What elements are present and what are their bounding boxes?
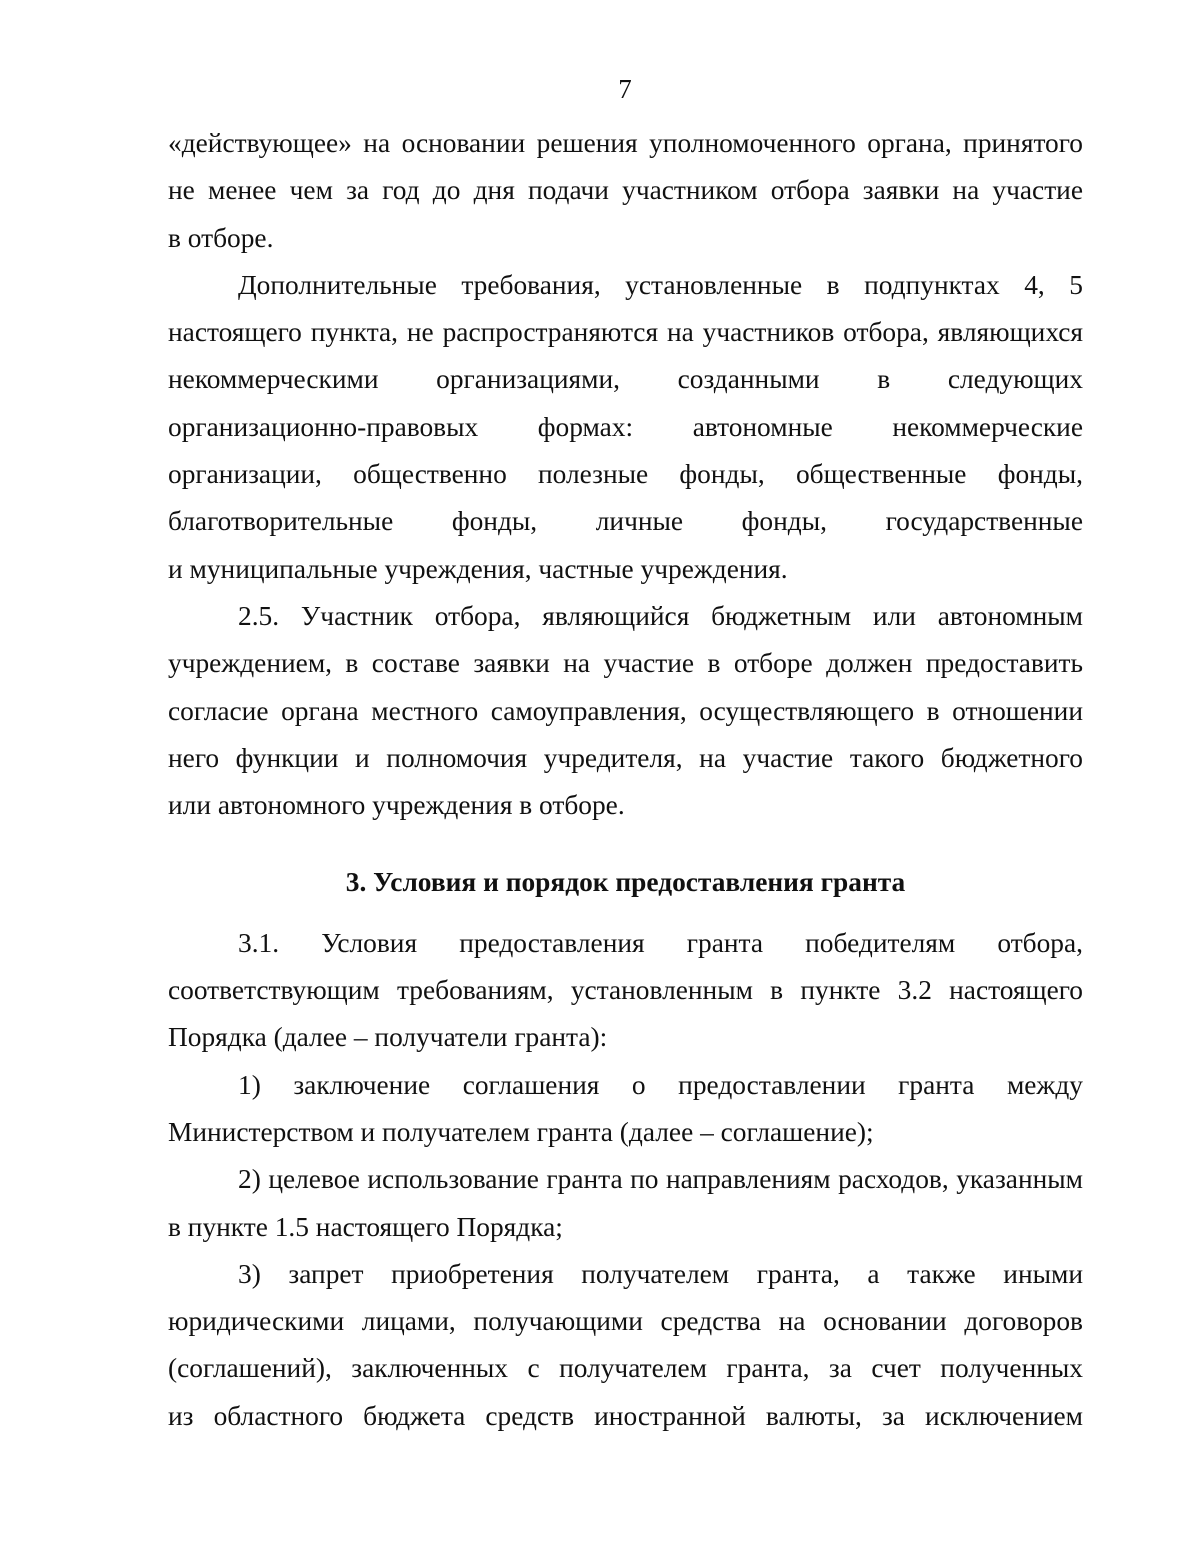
paragraph xyxy=(168,920,1083,1062)
page-number: 7 xyxy=(618,74,632,104)
paragraph-line: 3.1. Условия предоставления гранта победителям отбора, xyxy=(238,927,1083,958)
document-body xyxy=(168,120,1083,1440)
paragraph-line: из областного бюджета средств иностранной валюты, за исключением xyxy=(168,1400,1083,1431)
paragraph xyxy=(168,120,1083,262)
bottom-paragraphs xyxy=(168,920,1083,1440)
paragraph-line: 1) заключение соглашения о предоставлении гранта между xyxy=(238,1069,1083,1100)
paragraph-line: 3) запрет приобретения получателем гранта, а также иными xyxy=(238,1258,1083,1289)
paragraph-line: организации, общественно полезные фонды, общественные фонды, xyxy=(168,459,1083,490)
paragraph-line: и муниципальные учреждения, частные учреждения. xyxy=(168,553,788,584)
paragraph xyxy=(168,1062,1083,1157)
paragraph-line: Дополнительные требования, установленные в подпунктах 4, 5 xyxy=(238,269,1083,300)
section-heading: 3. Условия и порядок предоставления гранта xyxy=(345,867,906,898)
paragraph-line: 2) целевое использование гранта по направлениям расходов, указанным xyxy=(238,1164,1083,1195)
paragraph-line: учреждением, в составе заявки на участие в отборе должен предоставить xyxy=(168,648,1083,679)
paragraph-line: организационно-правовых формах: автономные некоммерческие xyxy=(168,411,1083,442)
paragraph xyxy=(168,1156,1083,1251)
paragraph-line: юридическими лицами, получающими средства на основании договоров xyxy=(168,1306,1083,1337)
paragraph xyxy=(168,262,1083,593)
paragraph xyxy=(168,593,1083,829)
paragraph-line: в отборе. xyxy=(168,222,274,253)
paragraph-line: 2.5. Участник отбора, являющийся бюджетным или автономным xyxy=(238,600,1083,631)
paragraph-line: или автономного учреждения в отборе. xyxy=(168,790,625,821)
paragraph-line: соответствующим требованиям, установленным в пункте 3.2 настоящего xyxy=(168,975,1083,1006)
paragraph-line: (соглашений), заключенных с получателем гранта, за счет полученных xyxy=(168,1353,1083,1384)
paragraph-line: в пункте 1.5 настоящего Порядка; xyxy=(168,1211,563,1242)
paragraph-line: него функции и полномочия учредителя, на участие такого бюджетного xyxy=(168,742,1083,773)
paragraph-line: Министерством и получателем гранта (далее – соглашение); xyxy=(168,1116,874,1147)
paragraph-line: не менее чем за год до дня подачи участником отбора заявки на участие xyxy=(168,175,1083,206)
paragraph-line: некоммерческими организациями, созданными в следующих xyxy=(168,364,1083,395)
top-paragraphs xyxy=(168,120,1083,829)
paragraph-line: благотворительные фонды, личные фонды, государственные xyxy=(168,506,1083,537)
paragraph-line: настоящего пункта, не распространяются на участников отбора, являющихся xyxy=(168,317,1083,348)
paragraph-line: Порядка (далее – получатели гранта): xyxy=(168,1022,608,1053)
paragraph-line: согласие органа местного самоуправления, осуществляющего в отношении xyxy=(168,695,1083,726)
paragraph xyxy=(168,1251,1083,1440)
paragraph-line: «действующее» на основании решения уполномоченного органа, принятого xyxy=(168,128,1083,158)
